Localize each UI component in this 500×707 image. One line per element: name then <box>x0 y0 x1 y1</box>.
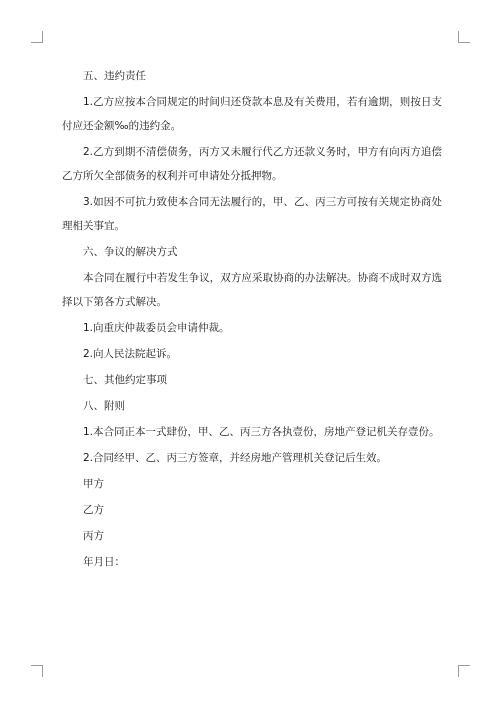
page-corner-mark-bottom-right <box>458 665 470 677</box>
signature-party-a: 甲方 <box>83 478 104 490</box>
page-corner-mark-bottom-left <box>31 665 43 677</box>
clause-paragraph: 2.乙方到期不清偿债务，丙方又未履行代乙方还款义务时，甲方有向丙方追偿乙方所欠全部债务的权利并可申请处分抵押物。 <box>62 146 442 182</box>
page-corner-mark-top-left <box>31 31 43 43</box>
clause-paragraph: 2.向人民法院起诉。 <box>83 348 178 360</box>
page-corner-mark-top-right <box>458 31 470 43</box>
section-heading-supplementary-provisions: 八、附则 <box>83 400 125 412</box>
document-body <box>62 64 442 576</box>
section-heading-other-agreements: 七、其他约定事项 <box>83 374 167 386</box>
signature-party-b: 乙方 <box>83 504 104 516</box>
clause-paragraph: 3.如因不可抗力致使本合同无法履行的，甲、乙、丙三方可按有关规定协商处理相关事宜。 <box>62 196 442 232</box>
signature-date: 年月日： <box>83 556 125 568</box>
clause-paragraph: 1.本合同正本一式肆份，甲、乙、丙三方各执壹份，房地产登记机关存壹份。 <box>83 426 440 438</box>
section-heading-breach-liability: 五、违约责任 <box>83 70 146 82</box>
clause-paragraph: 本合同在履行中若发生争议，双方应采取协商的办法解决。协商不成时双方选择以下第各方式解决。 <box>62 272 442 308</box>
clause-paragraph: 2.合同经甲、乙、丙三方签章，并经房地产管理机关登记后生效。 <box>83 452 388 464</box>
section-heading-dispute-resolution: 六、争议的解决方式 <box>83 246 178 258</box>
signature-party-c: 丙方 <box>83 530 104 542</box>
clause-paragraph: 1.向重庆仲裁委员会申请仲裁。 <box>83 322 230 334</box>
clause-paragraph: 1.乙方应按本合同规定的时间归还贷款本息及有关费用，若有逾期，则按日支付应还金额‰的违约金。 <box>62 96 442 132</box>
